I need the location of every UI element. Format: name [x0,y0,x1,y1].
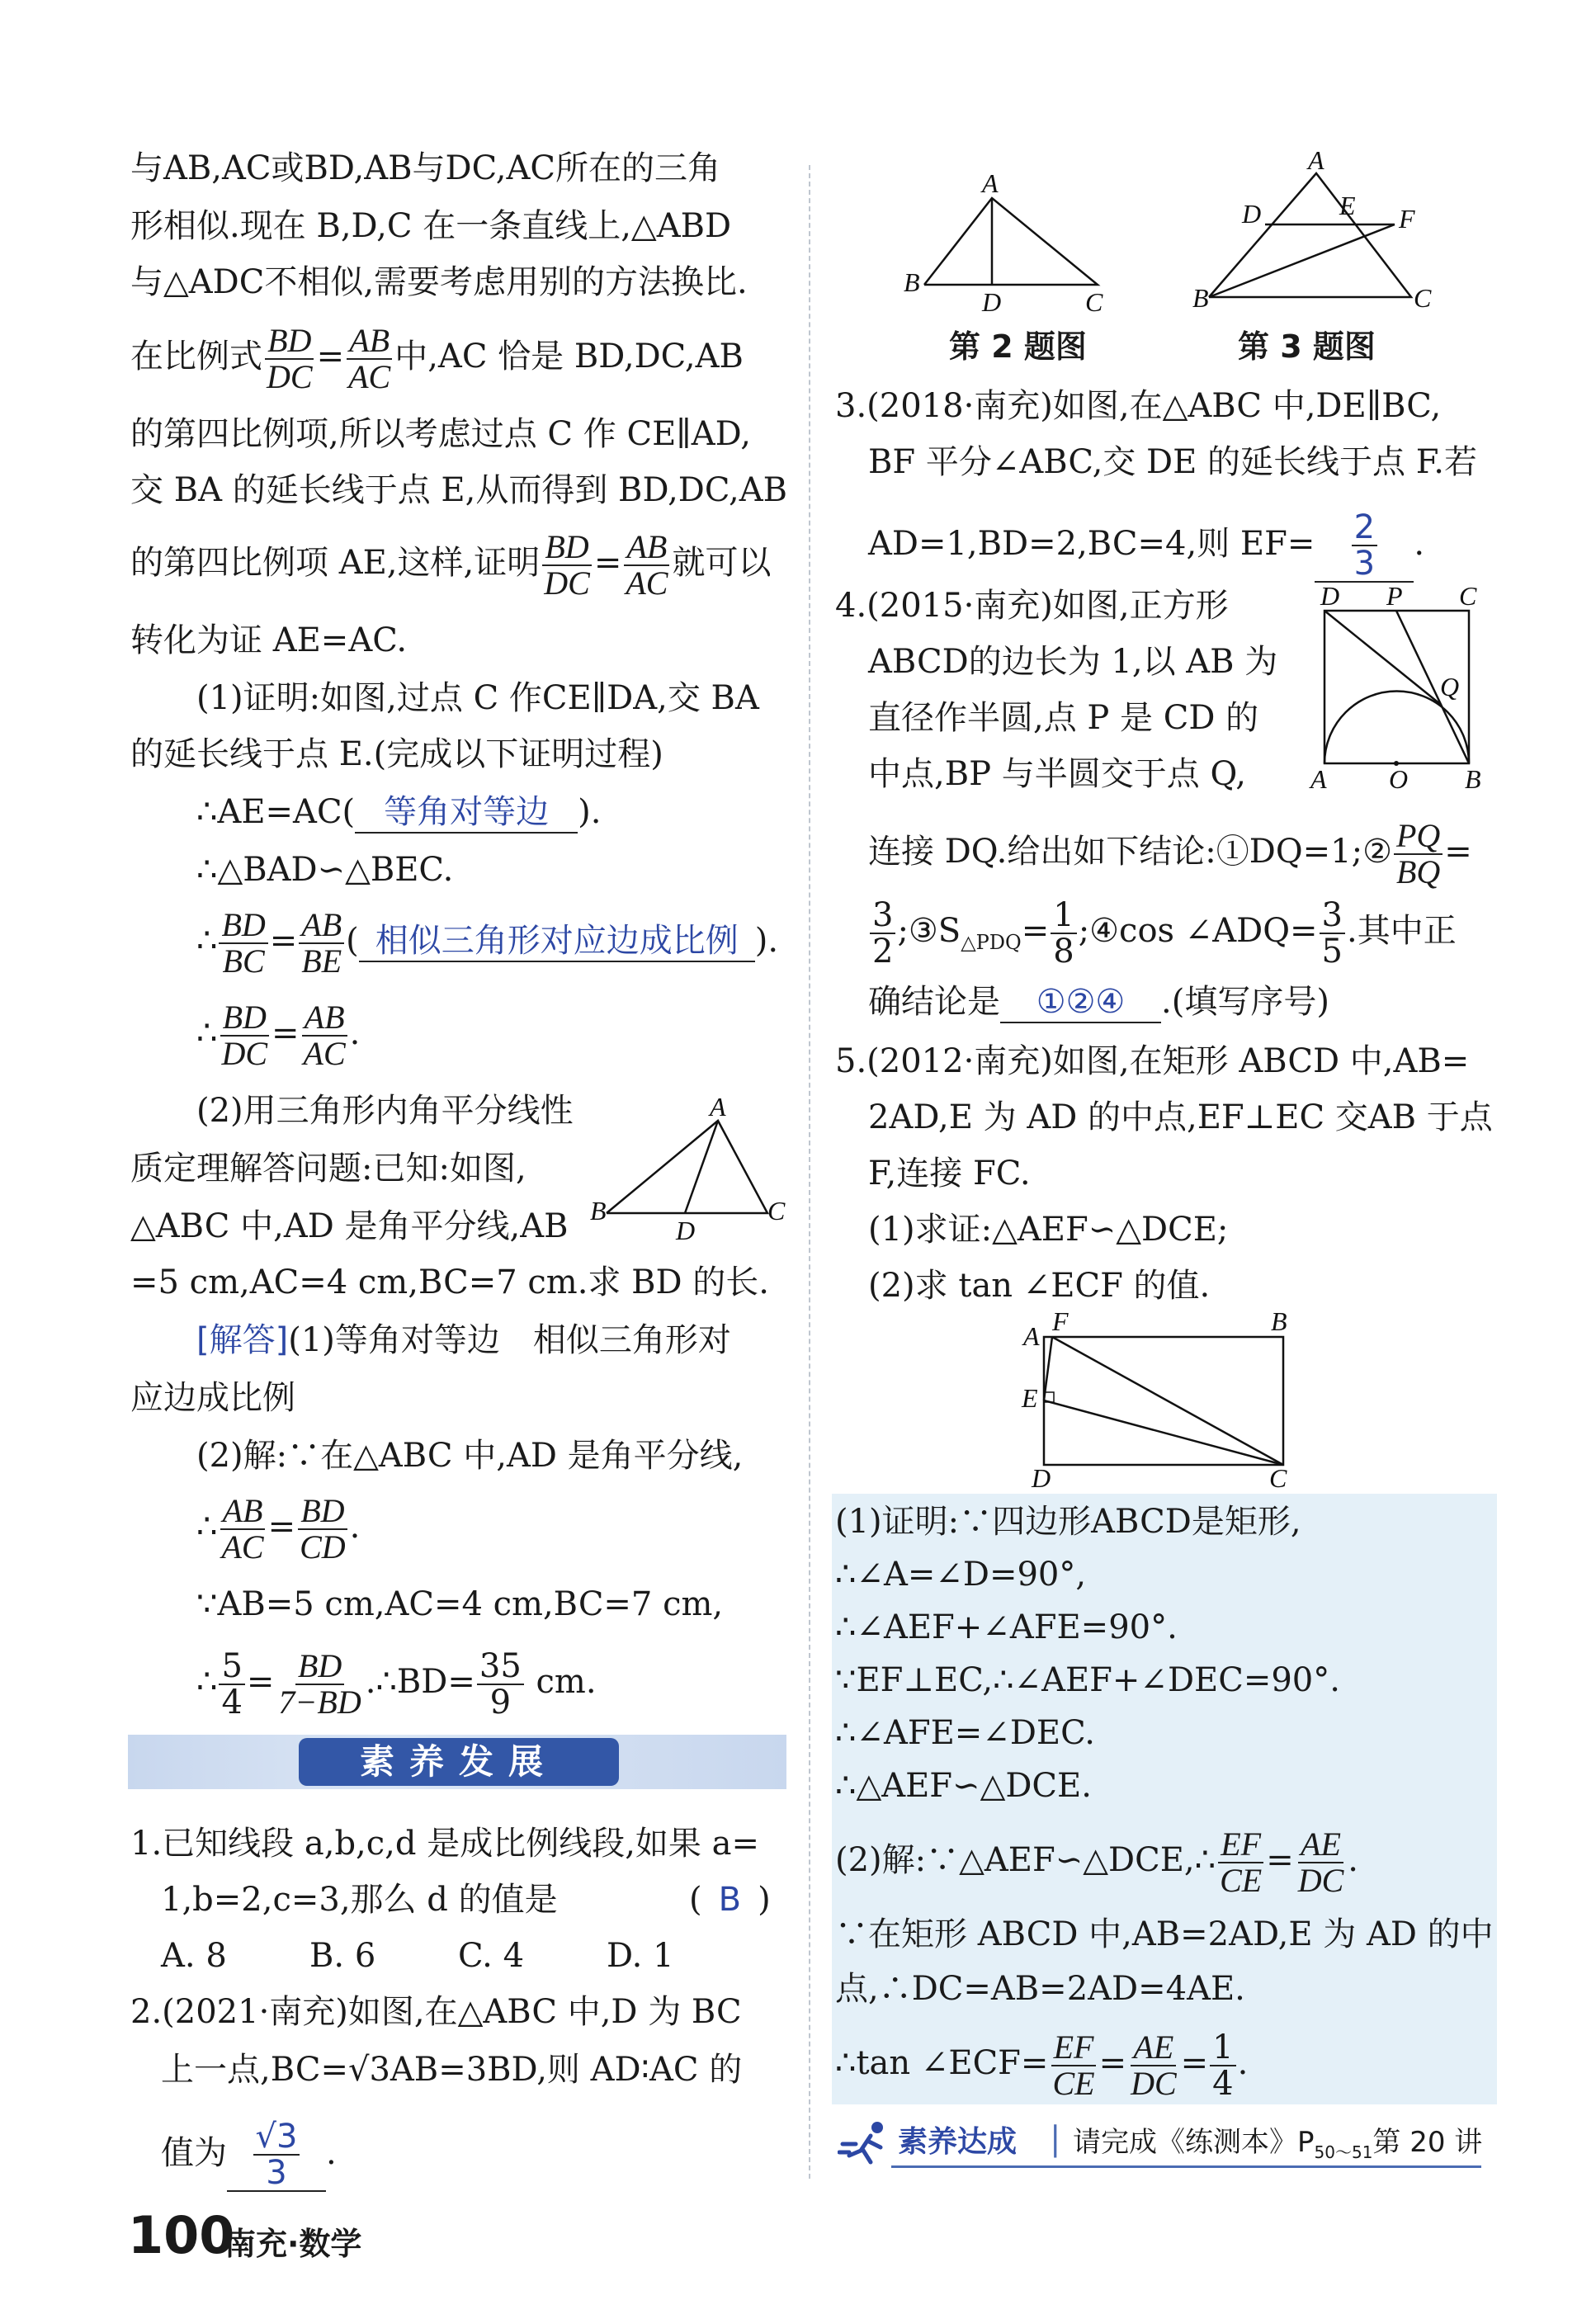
solution-line: 点,∴DC=AB=2AD=4AE. [835,1970,1245,2008]
fraction: $\frac{AB}{AC}$ [348,322,391,395]
fig-label: F [1399,204,1415,234]
question-2-line3: 值为 $\frac{√3}{3}$ . [161,2118,337,2192]
option-c: C. 4 [458,1937,525,1975]
fig-label: C [1459,582,1477,611]
section-title: 素养发展 [299,1738,619,1786]
fraction: $\frac{PQ}{BQ}$ [1394,819,1443,890]
footer-brand: 素养达成 [898,2125,1018,2159]
text-line: 在比例式 $\frac{BD}{DC}$ = $\frac{AB}{AC}$ 中,AC 恰是 BD,DC,AB [130,322,744,395]
fig-label: Q [1440,672,1460,701]
fig-label: A [1023,1321,1040,1351]
answer-blank: 等角对等边 [355,792,578,834]
question-5-line2: 2AD,E 为 AD 的中点,EF⊥EC 交AB 于点 [868,1098,1493,1136]
fig-label: D [982,287,1002,314]
fraction: $\frac{AB}{AC}$ [626,528,668,602]
fig-label: B [904,267,920,297]
fraction: $\frac{1}{8}$ [1051,898,1076,969]
question-4-line4: 中点,BP 与半圆交于点 Q, [868,755,1246,793]
text-line: (1)证明:如图,过点 C 作CE∥DA,交 BA [196,679,759,717]
proof-step: ∴AE=AC( 等角对等边 ). [196,792,601,834]
fig-label: F [1052,1306,1069,1336]
figure-caption: 第 3 题图 [1238,328,1376,365]
fraction: $\frac{AB}{AC}$ [303,999,346,1072]
solution-line: ∴∠AEF+∠AFE=90°. [835,1608,1178,1646]
figure-q3 [1184,149,1440,318]
text-line: 与AB,AC或BD,AB与DC,AC所在的三角 [130,149,720,187]
question-5: 5.(2012·南充)如图,在矩形 ABCD 中,AB= [835,1042,1470,1080]
fig-label: C [1085,287,1103,314]
fig-label: B [1271,1306,1287,1336]
page-number: 100 [128,2205,235,2265]
triangle-figure-left [590,1089,788,1242]
text-line: (2)用三角形内角平分线性 [196,1092,574,1130]
answer-line: 应边成比例 [130,1379,295,1417]
fraction: $\frac{3}{5}$ [1320,898,1345,969]
question-5-line3: F,连接 FC. [868,1155,1031,1193]
text-line: 与△ADC不相似,需要考虑用别的方法换比. [130,263,748,301]
question-4-line5: 连接 DQ.给出如下结论:①DQ=1;② $\frac{PQ}{BQ}$ = [868,817,1472,890]
solution-line: ∴tan ∠ECF= $\frac{EF}{CE}$ = $\frac{AE}{DC}$ = $\frac{1}{4}$ . [835,2028,1249,2103]
question-1: 1.已知线段 a,b,c,d 是成比例线段,如果 a= [130,1825,759,1863]
figure-q4 [1308,582,1490,796]
solution-line: ∵EF⊥EC,∴∠AEF+∠DEC=90°. [835,1661,1340,1699]
fraction: $\frac{BD}{DC}$ [544,528,590,602]
answer-tag: [解答] [196,1321,289,1359]
question-5-part1: (1)求证:△AEF∽△DCE; [868,1211,1229,1249]
text-line: 质定理解答问题:已知:如图, [130,1150,526,1188]
answer-blank: ①②④ [1000,982,1161,1023]
answer-blank: $\frac{√3}{3}$ [227,2119,326,2192]
fraction: $\frac{BD}{CD}$ [300,1492,346,1566]
column-divider [809,165,810,2179]
fig-label: D [1320,582,1340,611]
fig-label: O [1389,764,1409,794]
runner-icon [838,2119,895,2169]
fraction: $\frac{BD}{DC}$ [221,999,268,1072]
fraction: $\frac{AE}{DC}$ [1297,1825,1344,1899]
figure-caption: 第 2 题图 [949,328,1087,365]
fraction: $\frac{3}{2}$ [870,898,895,969]
page-label: 南充·数学 [224,2226,362,2262]
figure-q2 [900,161,1122,314]
answer-bracket: ( B ) [689,1881,771,1919]
fig-label: C [1414,283,1432,313]
answer-line: ∴ $\frac{5}{4}$ = $\frac{BD}{7-BD}$ .∴BD= $\frac{35}{9}$ cm. [196,1647,597,1721]
answer-line: ∴ $\frac{AB}{AC}$ = $\frac{BD}{CD}$ . [196,1492,361,1566]
question-2-line2: 上一点,BC=√3AB=3BD,则 AD∶AC 的 [161,2051,743,2089]
answer-line: ∵AB=5 cm,AC=4 cm,BC=7 cm, [196,1585,724,1623]
answer-blank: 相似三角形对应边成比例 [359,921,755,962]
fig-label: A [1308,149,1324,175]
fig-label: E [1339,191,1356,220]
footer-rule [891,2165,1481,2168]
proof-step: ∴ $\frac{BD}{BC}$ = $\frac{AB}{BE}$ ( 相似三角形对应边成比例 ). [196,906,779,980]
fig-label: B [590,1196,607,1226]
figure-q5 [1007,1304,1320,1490]
fig-label: E [1022,1383,1038,1413]
question-1-line2: 1,b=2,c=3,那么 d 的值是 ( B ) [161,1881,771,1919]
fig-label: C [1269,1463,1287,1490]
fraction: $\frac{EF}{CE}$ [1220,1825,1263,1899]
fig-label: D [1032,1463,1051,1490]
answer-line: (2)解:∵在△ABC 中,AD 是角平分线, [196,1437,744,1475]
fraction: $\frac{BD}{BC}$ [219,908,267,979]
question-3-line3: AD=1,BD=2,BC=4,则 EF= $\frac{2}{3}$ . [868,508,1425,583]
fraction: $\frac{BD}{7-BD}$ [278,1647,361,1721]
fig-label: B [1465,764,1481,794]
footer-instruction: 请完成《练测本》$P_{50\sim 51}$第 20 讲 [1073,2126,1483,2162]
question-4: 4.(2015·南充)如图,正方形 [835,587,1229,625]
fraction: $\frac{EF}{CE}$ [1052,2028,1095,2102]
fraction: $\frac{AE}{DC}$ [1131,2028,1177,2102]
fraction: $\frac{1}{4}$ [1210,2030,1235,2101]
question-4-line2: ABCD的边长为 1,以 AB 为 [868,643,1278,681]
fraction: $\frac{5}{4}$ [219,1649,244,1720]
option-b: B. 6 [309,1937,376,1975]
question-5-part2: (2)求 tan ∠ECF 的值. [868,1267,1211,1305]
fraction: $\frac{35}{9}$ [477,1649,524,1720]
fig-label: D [1242,199,1262,229]
solution-line: ∵在矩形 ABCD 中,AB=2AD,E 为 AD 的中 [835,1915,1494,1953]
text-line: 形相似.现在 B,D,C 在一条直线上,△ABD [130,207,732,245]
answer-line: [解答](1)等角对等边 相似三角形对 [196,1321,731,1359]
answer-blank: $\frac{2}{3}$ [1315,510,1414,583]
text-line: 的第四比例项 AE,这样,证明 $\frac{BD}{DC}$ = $\frac{AB}{AC}$ 就可以 [130,528,772,602]
footer-separator: | [1050,2120,1061,2158]
text-line: 的延长线于点 E.(完成以下证明过程) [130,735,663,773]
proof-step: ∴△BAD∽△BEC. [196,851,454,889]
text-line: 转化为证 AE=AC. [130,621,408,659]
question-4-line6: $\frac{3}{2}$ $;③S_{\triangle PDQ}=$ $\frac{1}{8}$ ;④cos ∠ADQ= $\frac{3}{5}$ .其中正 [868,898,1457,969]
solution-line: (2)解:∵△AEF∽△DCE,∴ $\frac{EF}{CE}$ = $\frac{AE}{DC}$ . [835,1825,1358,1899]
solution-line: ∴△AEF∽△DCE. [835,1767,1092,1805]
fraction: $\frac{BD}{DC}$ [267,322,313,395]
fig-label: D [676,1216,696,1242]
fig-label: C [767,1196,786,1226]
option-d: D. 1 [607,1937,674,1975]
fraction: $\frac{AB}{AC}$ [221,1492,264,1566]
fig-label: A [1310,764,1327,794]
proof-step: ∴ $\frac{BD}{DC}$ = $\frac{AB}{AC}$ . [196,999,361,1072]
solution-line: ∴∠AFE=∠DEC. [835,1714,1095,1752]
text-line: 的第四比例项,所以考虑过点 C 作 CE∥AD, [130,415,751,453]
text-line: △ABC 中,AD 是角平分线,AB [130,1207,569,1245]
solution-line: ∴∠A=∠D=90°, [835,1556,1087,1594]
fraction: $\frac{AB}{BE}$ [299,908,344,979]
question-4-line3: 直径作半圆,点 P 是 CD 的 [868,699,1259,737]
fig-label: A [710,1092,726,1122]
question-2: 2.(2021·南充)如图,在△ABC 中,D 为 BC [130,1993,742,2031]
question-4-line7: 确结论是 ①②④ .(填写序号) [868,982,1329,1023]
solution-line: (1)证明:∵四边形ABCD是矩形, [835,1503,1301,1541]
option-a: A. 8 [161,1937,227,1975]
fig-label: A [982,168,999,198]
fig-label: B [1192,283,1209,313]
question-3: 3.(2018·南充)如图,在△ABC 中,DE∥BC, [835,387,1442,425]
text-line: =5 cm,AC=4 cm,BC=7 cm.求 BD 的长. [130,1263,770,1301]
fig-label: P [1386,582,1403,611]
question-3-line2: BF 平分∠ABC,交 DE 的延长线于点 F.若 [868,443,1477,481]
text-line: 交 BA 的延长线于点 E,从而得到 BD,DC,AB [130,471,788,509]
